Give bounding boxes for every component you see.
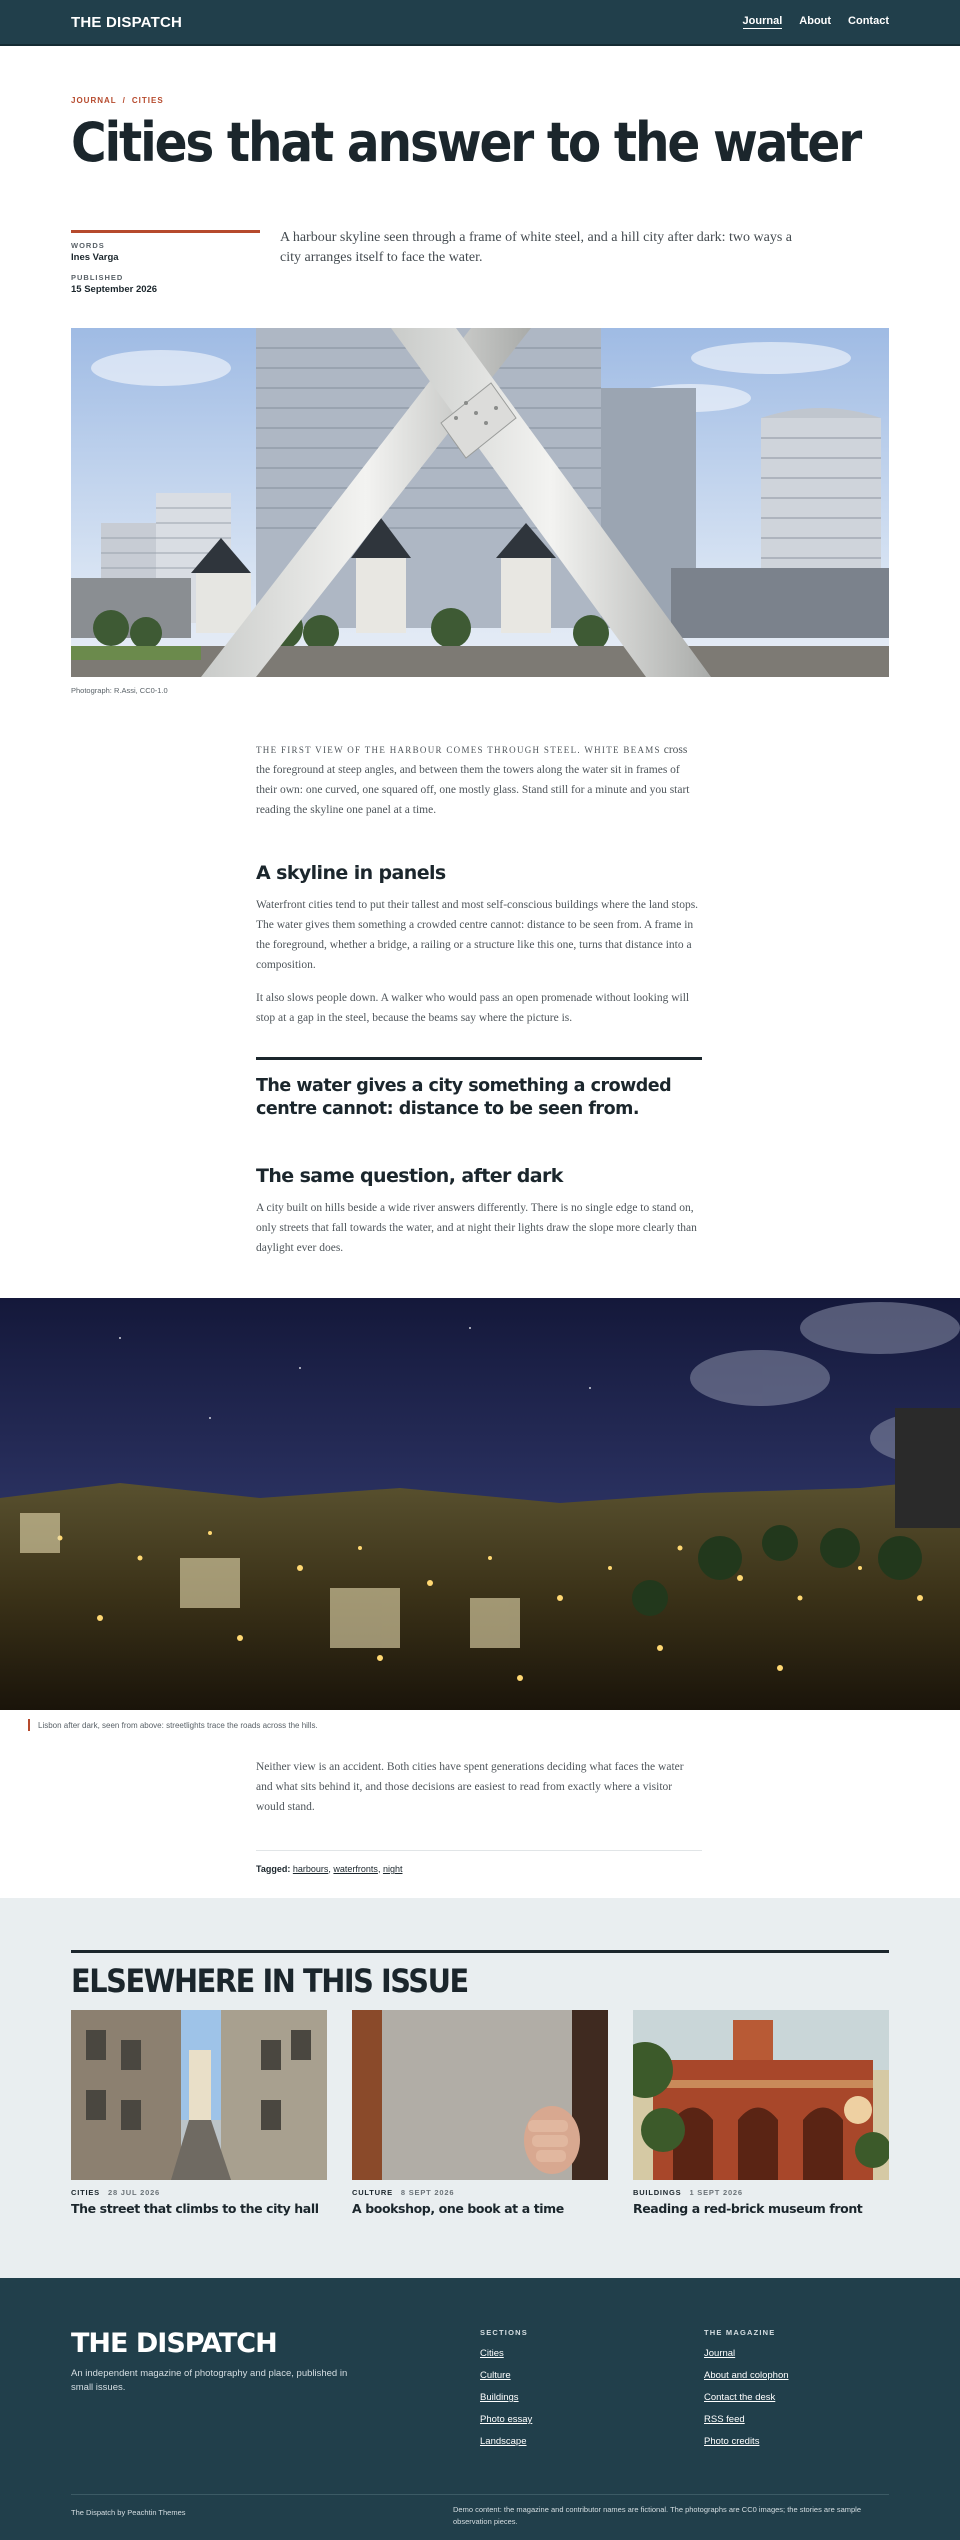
caption-accent-bar: [28, 1719, 30, 1731]
standfirst: A harbour skyline seen through a frame of white steel, and a hill city after dark: two ways a city arranges itself to face the water.: [280, 230, 793, 265]
related-cards: [71, 2010, 889, 2216]
card-category: BUILDINGS: [633, 2188, 682, 2197]
tag-waterfronts[interactable]: waterfronts: [333, 1864, 378, 1874]
card-title[interactable]: Reading a red-brick museum front: [633, 2201, 863, 2216]
card-meta: [71, 2188, 327, 2197]
bookshop-thumbnail[interactable]: [352, 2010, 608, 2180]
pull-quote: [256, 1057, 702, 1121]
credit-prefix: The Dispatch by: [71, 2508, 126, 2517]
pull-quote-text: The water gives a city something a crowded centre cannot: distance to be seen from.: [256, 1076, 672, 1119]
elsewhere-heading: ELSEWHERE IN THIS ISSUE: [71, 1962, 468, 2000]
card-meta: [352, 2188, 608, 2197]
night-caption: [28, 1719, 960, 1731]
tags-label: Tagged:: [256, 1864, 291, 1874]
card-title[interactable]: The street that climbs to the city hall: [71, 2201, 319, 2216]
tag-list: Tagged: harbours, waterfronts, night: [256, 1850, 702, 1874]
section-heading-skyline: A skyline in panels: [256, 862, 446, 884]
related-card[interactable]: [633, 2010, 889, 2216]
footer-link-landscape[interactable]: Landscape: [480, 2436, 527, 2447]
breadcrumb-journal[interactable]: JOURNAL: [71, 96, 117, 105]
night-caption-text: Lisbon after dark, seen from above: streetlights trace the roads across the hills.: [38, 1720, 318, 1730]
section-heading-after-dark: The same question, after dark: [256, 1165, 563, 1187]
footer-divider: [71, 2494, 889, 2495]
related-card[interactable]: [71, 2010, 327, 2216]
museum-thumbnail[interactable]: [633, 2010, 889, 2180]
footer-logo[interactable]: THE DISPATCH: [71, 2328, 277, 2359]
nav-journal[interactable]: Journal: [742, 15, 783, 27]
tag-night[interactable]: night: [382, 1864, 403, 1874]
footer-tagline: An independent magazine of photography and place, published in small issues.: [71, 2368, 348, 2393]
card-date: 1 SEPT 2026: [689, 2188, 743, 2197]
nav-about[interactable]: About: [799, 15, 832, 27]
footer-link-photo-essay[interactable]: Photo essay: [480, 2414, 533, 2425]
lisbon-night-photo: [0, 1298, 960, 1710]
card-category: CITIES: [71, 2188, 100, 2197]
article-title: Cities that answer to the water: [71, 111, 861, 174]
footer-link-contact[interactable]: Contact the desk: [704, 2392, 776, 2403]
site-logo[interactable]: THE DISPATCH: [71, 13, 183, 31]
breadcrumb-cities[interactable]: CITIES: [131, 96, 164, 105]
lead-paragraph: [256, 740, 702, 820]
site-footer: [0, 2278, 960, 2540]
card-date: 8 SEPT 2026: [400, 2188, 455, 2197]
tag-harbours[interactable]: harbours: [292, 1864, 329, 1874]
footer-note: Demo content: the magazine and contributor names are fictional. The photographs are CC0 images; the stories are sample observation pieces.: [453, 2505, 861, 2526]
paragraph: Waterfront cities tend to put their tallest and most self-conscious buildings where the land stops. The water gives them something a crowded centre cannot: distance to be seen from. A frame in the foreground, whether a bridge, a railing or a structure like this one, turns that distance into a composition.: [256, 899, 699, 971]
footer-link-about[interactable]: About and colophon: [704, 2370, 789, 2381]
footer-link-culture[interactable]: Culture: [480, 2370, 511, 2381]
site-header: [0, 0, 960, 46]
night-city-image: [0, 1298, 960, 1710]
main-nav: [743, 15, 889, 29]
harbour-skyline-photo: [71, 328, 889, 677]
footer-magazine-heading: THE MAGAZINE: [704, 2328, 776, 2337]
article-body: [256, 740, 702, 1258]
street-thumbnail[interactable]: [71, 2010, 327, 2180]
footer-link-photo-credits[interactable]: Photo credits: [704, 2436, 760, 2447]
section-rule: [71, 1950, 889, 1953]
hero-caption-text: Photograph: R.Assi,: [71, 686, 138, 695]
breadcrumb-separator: /: [122, 96, 126, 105]
footer-sections-heading: SECTIONS: [480, 2328, 528, 2337]
license-link[interactable]: CC0-1.0: [139, 686, 168, 695]
hero-image: [71, 328, 889, 677]
paragraph: It also slows people down. A walker who would pass an open promenade without looking will stop at a gap in the steel, because the beams say where the picture is.: [256, 992, 690, 1024]
elsewhere-section: [0, 1898, 960, 2278]
card-category: CULTURE: [352, 2188, 393, 2197]
author-name: Ines Varga: [71, 252, 119, 263]
article-header: [0, 46, 960, 295]
card-date: 28 JUL 2026: [107, 2188, 161, 2197]
article-meta: [71, 230, 260, 305]
footer-credit: [71, 2508, 186, 2517]
card-meta: [633, 2188, 889, 2197]
words-label: WORDS: [71, 241, 105, 250]
article-closing: [256, 1757, 702, 1874]
footer-link-journal[interactable]: Journal: [704, 2348, 736, 2359]
footer-sections: [480, 2328, 532, 2447]
published-label: PUBLISHED: [71, 273, 124, 282]
footer-magazine: [704, 2328, 789, 2447]
footer-link-rss[interactable]: RSS feed: [704, 2414, 745, 2425]
closing-paragraph: Neither view is an accident. Both cities have spent generations deciding what faces the water and what sits behind it, and those decisions are easiest to read from exactly where a visitor would stand.: [256, 1761, 684, 1813]
hero-caption: [71, 686, 889, 695]
theme-credit-link[interactable]: Peachtin Themes: [127, 2508, 186, 2517]
related-card[interactable]: [352, 2010, 608, 2216]
lead-text: cross the foreground at steep angles, and between them the towers along the water sit in frames of their own: one curved, one squared off, one mostly glass. Stand still for a minute and you start reading the skyline one panel at a time.: [256, 744, 690, 816]
footer-link-buildings[interactable]: Buildings: [480, 2392, 519, 2403]
nav-contact[interactable]: Contact: [848, 15, 889, 27]
card-title[interactable]: A bookshop, one book at a time: [352, 2201, 564, 2216]
publish-date: 15 September 2026: [71, 284, 158, 295]
paragraph: A city built on hills beside a wide river answers differently. There is no single edge to stand on, only streets that fall towards the water, and at night their lights draw the slope more clearly than daylight ever does.: [256, 1202, 697, 1254]
footer-link-cities[interactable]: Cities: [480, 2348, 504, 2359]
breadcrumb: [71, 96, 889, 105]
lead-smallcaps: THE FIRST VIEW OF THE HARBOUR COMES THROUGH STEEL. WHITE BEAMS: [256, 745, 661, 755]
